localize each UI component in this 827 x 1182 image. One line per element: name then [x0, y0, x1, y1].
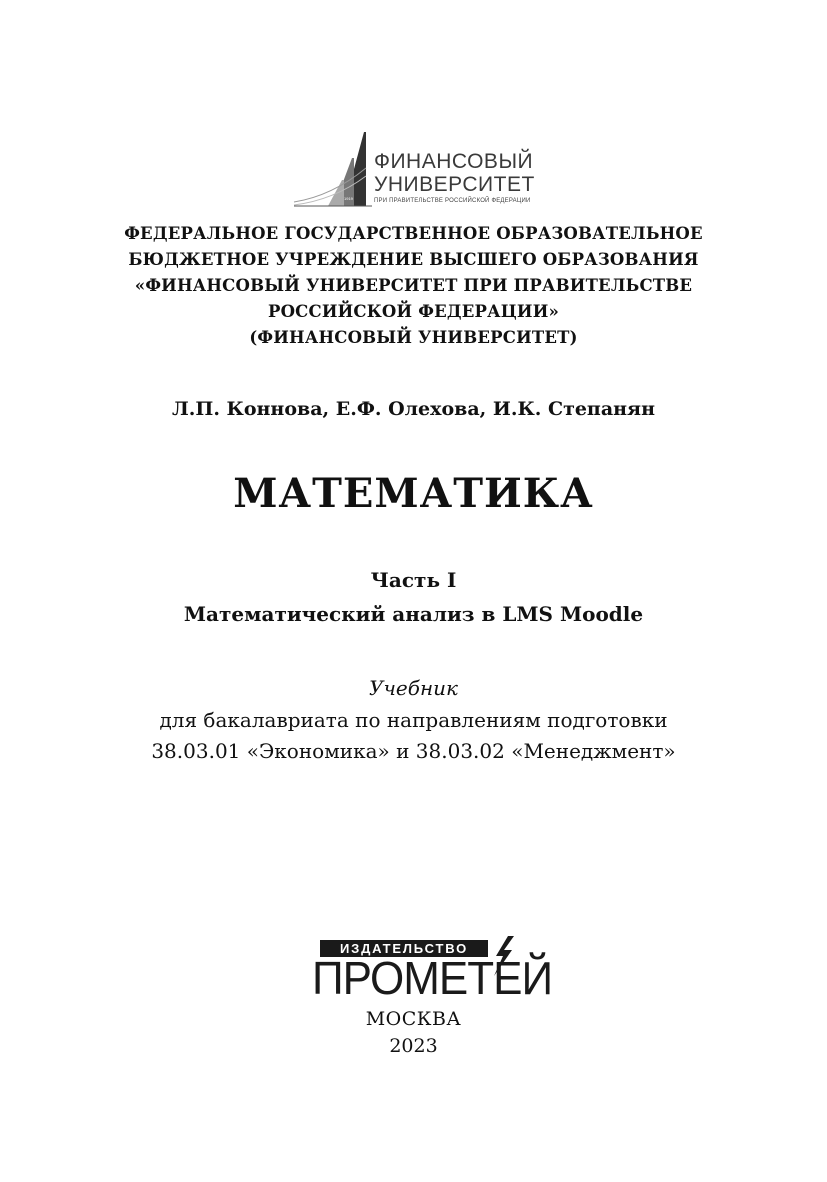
organization-line-4: РОССИЙСКОЙ ФЕДЕРАЦИИ»	[267, 302, 560, 321]
organization-line-1: ФЕДЕРАЛЬНОЕ ГОСУДАРСТВЕННОЕ ОБРАЗОВАТЕЛЬНОЕ	[124, 224, 703, 243]
publication-year: 2023	[389, 1035, 438, 1057]
purpose-line-2: 38.03.01 «Экономика» и 38.03.02 «Менеджмент»	[151, 739, 676, 763]
lightning-icon	[490, 936, 516, 976]
book-kind: Учебник	[369, 676, 458, 700]
publication-city: МОСКВА	[365, 1008, 462, 1030]
authors: Л.П. Коннова, Е.Ф. Олехова, И.К. Степанян	[171, 398, 656, 420]
logo-line-3: ПРИ ПРАВИТЕЛЬСТВЕ РОССИЙСКОЙ ФЕДЕРАЦИИ	[374, 198, 531, 204]
university-emblem-icon	[292, 128, 374, 208]
publisher-logo-top: ИЗДАТЕЛЬСТВО	[320, 940, 488, 957]
organization-line-2: БЮДЖЕТНОЕ УЧРЕЖДЕНИЕ ВЫСШЕГО ОБРАЗОВАНИЯ	[128, 250, 699, 269]
logo-line-1: ФИНАНСОВЫЙ	[374, 150, 534, 173]
book-title: МАТЕМАТИКА	[233, 470, 594, 517]
organization-line-3: «ФИНАНСОВЫЙ УНИВЕРСИТЕТ ПРИ ПРАВИТЕЛЬСТВЕ	[134, 276, 693, 295]
book-part: Часть I	[370, 568, 457, 592]
logo-line-2: УНИВЕРСИТЕТ	[374, 173, 535, 196]
publisher-logo	[306, 936, 553, 1005]
finance-university-logo	[292, 128, 542, 208]
emblem-year: 1919	[344, 196, 353, 201]
publisher-logo-main: ПРОМЕТЕЙ	[312, 953, 553, 1005]
book-subtitle: Математический анализ в LMS Moodle	[183, 602, 644, 626]
organization-name	[0, 221, 827, 351]
organization-line-5: (ФИНАНСОВЫЙ УНИВЕРСИТЕТ)	[249, 328, 578, 347]
purpose-line-1: для бакалавриата по направлениям подготовки	[159, 708, 668, 732]
